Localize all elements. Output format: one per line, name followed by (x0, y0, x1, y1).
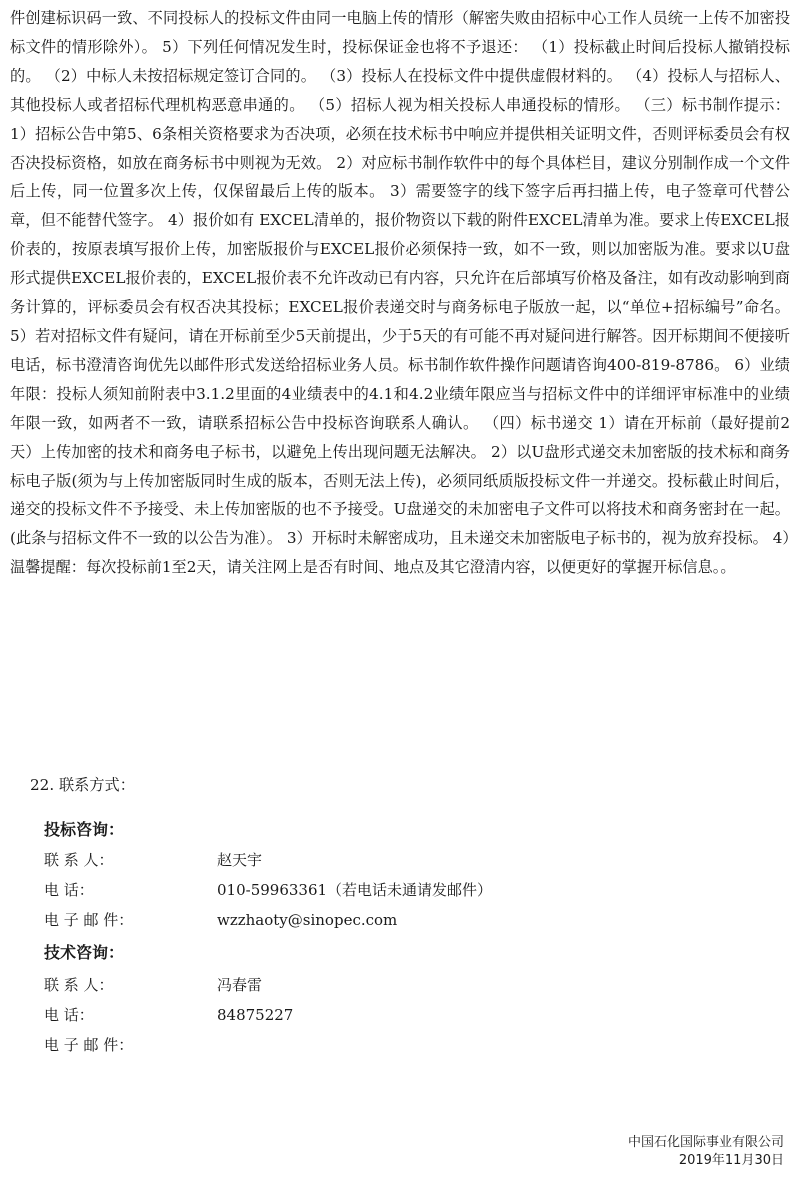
tech-contact-label: 联 系 人： (44, 976, 114, 994)
signature-date: 2019年11月30日 (678, 1153, 784, 1168)
tech-contact-row (44, 973, 764, 997)
bid-contact-label: 联 系 人： (44, 851, 114, 869)
bid-email-value[interactable]: wzzhaoty@sinopec.com (217, 911, 398, 929)
tech-contact-value: 冯春雷 (217, 976, 263, 994)
tech-inquiry-heading: 技术咨询： (44, 943, 125, 962)
tech-phone-value: 84875227 (217, 1006, 294, 1024)
tech-phone-label: 电 话： (44, 1006, 94, 1024)
bid-inquiry-heading: 投标咨询： (44, 820, 125, 839)
bid-contact-value: 赵天宇 (217, 851, 263, 869)
tech-phone-row (44, 1003, 764, 1027)
body-paragraph: 件创建标识码一致、不同投标人的投标文件由同一电脑上传的情形（解密失败由招标中心工作人员统一上传不加密投标文件的情形除外）。 5）下列任何情况发生时，投标保证金也将不予退还： （1）投标截止时间后投标人撤销投标的。 （2）中标人未按招标规定签订合同的。 （3）投标人在投标文件中提供虚假材料的。 （4）投标人与招标人、其他投标人或者招标代理机构恶意串通的。 （5）招标人视为相关投标人串通投标的情形。 （三）标书制作提示： 1）招标公告中第5、6条相关资格要求为否决项，必须在技术标书中响应并提供相关证明文件，否则评标委员会有权否决投标资格，如放在商务标书中则视为无效。 2）对应标书制作软件中的每个具体栏目，建议分别制作成一个文件后上传，同一位置多次上传，仅保留最后上传的版本。 3）需要签字的线下签字后再扫描上传，电子签章可代替公章，但不能替代签字。 4）报价如有 EXCEL清单的，报价物资以下载的附件EXCEL清单为准。要求上传EXCEL报价表的，按原表填写报价上传，加密版报价与EXCEL报价必须保持一致，如不一致，则以加密版为准。要求以U盘形式提供EXCEL报价表的，EXCEL报价表不允许改动已有内容，只允许在后部填写价格及备注，如有改动影响到商务计算的，评标委员会有权否决其投标；EXCEL报价表递交时与商务标电子版放一起，以“单位+招标编号”命名。 5）若对招标文件有疑问，请在开标前至少5天前提出，少于5天的有可能不再对疑问进行解答。因开标期间不便接听电话，标书澄清咨询优先以邮件形式发送给招标业务人员。标书制作软件操作问题请咨询400-819-8786。 6）业绩年限：投标人须知前附表中3.1.2里面的4业绩表中的4.1和4.2业绩年限应当与招标文件中的详细评审标准中的业绩年限一致，如两者不一致，请联系招标公告中投标咨询联系人确认。 （四）标书递交 1）请在开标前（最好提前2天）上传加密的技术和商务电子标书，以避免上传出现问题无法解决。 2）以U盘形式递交未加密版的技术标和商务标电子版(须为与上传加密版同时生成的版本，否则无法上传)，必须同纸质版投标文件一并递交。投标截止时间后，递交的投标文件不予接受、未上传加密版的也不予接受。U盘递交的未加密电子文件可以将技术和商务密封在一起。(此条与招标文件不一致的以公告为准）。 3）开标时未解密成功，且未递交未加密版电子标书的，视为放弃投标。 4）温馨提醒：每次投标前1至2天，请关注网上是否有时间、地点及其它澄清内容，以便更好的掌握开标信息。。 (10, 9, 790, 577)
tech-email-label: 电 子 邮 件： (44, 1036, 134, 1054)
contact-section-title: 22. 联系方式： (30, 776, 135, 794)
bid-phone-label: 电 话： (44, 881, 94, 899)
bid-phone-row (44, 878, 764, 902)
signature-company: 中国石化国际事业有限公司 (627, 1135, 784, 1150)
bid-phone-value: 010-59963361（若电话未通请发邮件） (217, 881, 493, 899)
bid-email-label: 电 子 邮 件： (44, 911, 134, 929)
bid-email-row (44, 908, 764, 932)
bid-contact-row (44, 848, 764, 872)
tech-email-row (44, 1033, 764, 1057)
